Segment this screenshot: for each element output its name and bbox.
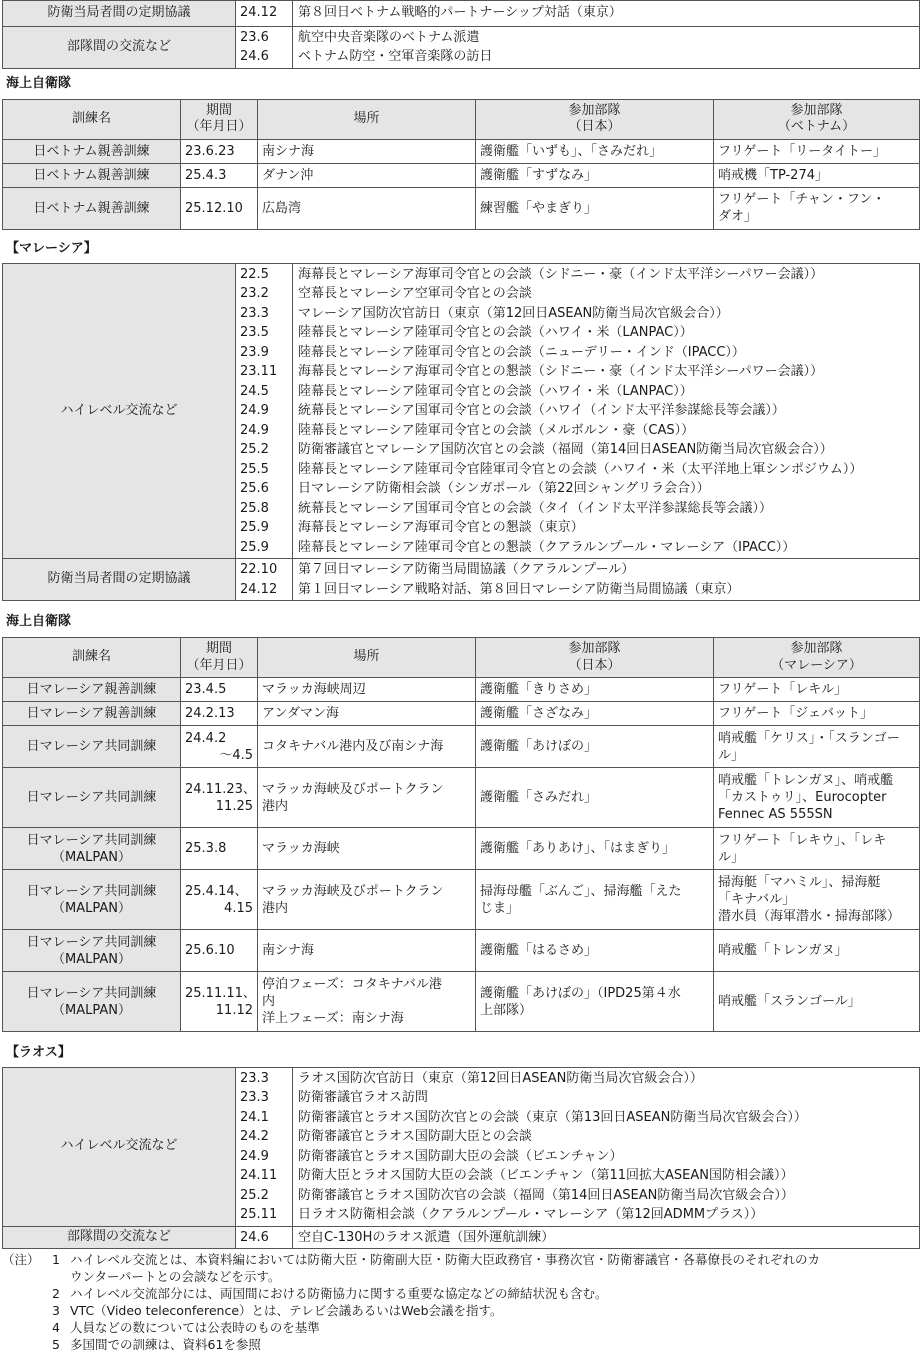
place-text: マラッカ海峡及びポートクラン — [262, 781, 444, 797]
training-name-text: 日マレーシア共同訓練 — [26, 883, 157, 899]
date-text: 23.11 — [240, 364, 278, 380]
note-number: 1 — [52, 1252, 60, 1268]
item-text: 陸幕長とマレーシア陸軍司令官との会談（ハワイ・米（LANPAC）） — [298, 325, 693, 341]
table-row — [3, 972, 920, 1032]
table-row — [3, 139, 920, 163]
period-cell — [181, 768, 258, 828]
item-text: 陸幕長とマレーシア陸軍司令官との懇談（クアラルンプール・マレーシア（IPACC）） — [298, 539, 796, 555]
training-name-cell — [3, 187, 181, 229]
period-text: 24.4.2 — [185, 730, 227, 746]
section-heading-msdf: 海上自衛隊 — [6, 614, 72, 630]
partner-unit-cell — [714, 678, 920, 702]
item-text: 空幕長とマレーシア空軍司令官との会談 — [298, 286, 532, 302]
date-text: 23.3 — [240, 1070, 269, 1086]
japan-unit-text: 護衛艦「いずも」、「さみだれ」 — [480, 143, 663, 159]
note-line: ウンターパートとの会談などを示す。 — [70, 1269, 281, 1285]
note-text — [70, 1320, 920, 1337]
date-text: 25.9 — [240, 520, 269, 536]
date-text: 23.5 — [240, 325, 269, 341]
note-line: ハイレベル交流部分には、両国間における防衛協力に関する重要な協定などの締結状況も含む。 — [70, 1286, 608, 1302]
date-text: 24.11 — [240, 1168, 278, 1184]
partner-unit-cell — [714, 163, 920, 187]
period-cell — [181, 139, 258, 163]
note-item — [2, 1252, 920, 1286]
item-text: 第８回日ベトナム戦略的パートナーシップ対話（東京） — [298, 5, 622, 21]
date-text: 24.9 — [240, 422, 269, 438]
table-row — [3, 828, 920, 870]
japan-unit-text: 護衛艦「すずなみ」 — [480, 167, 598, 183]
japan-unit-cell — [476, 163, 714, 187]
item-text: 海幕長とマレーシア海軍司令官との懇談（東京） — [298, 520, 584, 536]
table-row — [3, 187, 920, 229]
japan-unit-text: 護衛艦「さみだれ」 — [480, 790, 598, 806]
date-text: 25.2 — [240, 1187, 269, 1203]
japan-unit-text: 護衛艦「ありあけ」、「はまぎり」 — [480, 841, 676, 857]
table-row — [3, 163, 920, 187]
place-text: 港内 — [262, 798, 289, 814]
note-label — [2, 1303, 42, 1320]
training-name-text: 日マレーシア親善訓練 — [26, 706, 157, 722]
note-item — [2, 1337, 920, 1354]
japan-unit-text: 護衛艦「あけぼの」 — [480, 739, 598, 755]
partner-unit-text: ル」 — [718, 849, 745, 865]
partner-unit-text: 「カストゥリ」、Eurocopter — [718, 790, 887, 806]
date-text: 24.1 — [240, 1109, 269, 1125]
laos-exchange-table — [2, 1067, 920, 1250]
place-cell — [258, 187, 476, 229]
japan-unit-cell — [476, 702, 714, 726]
partner-unit-text: Fennec AS 555SN — [718, 807, 833, 823]
date-text: 24.12 — [240, 5, 278, 21]
vietnam-training-table — [2, 99, 920, 230]
note-text — [70, 1303, 920, 1320]
place-text: アンダマン海 — [262, 706, 339, 722]
table-row — [3, 1067, 920, 1226]
japan-unit-cell — [476, 930, 714, 972]
training-name-text: 日マレーシア親善訓練 — [26, 682, 157, 698]
section-heading-msdf: 海上自衛隊 — [6, 76, 72, 91]
date-cell — [236, 1226, 293, 1249]
place-text: 洋上フェーズ：南シナ海 — [262, 1011, 404, 1027]
place-text: 停泊フェーズ：コタキナバル港 — [262, 977, 442, 993]
item-text: 第１回日マレーシア戦略対話、第８回日マレーシア防衛当局間協議（東京） — [298, 581, 740, 597]
period-text: 23.4.5 — [185, 682, 227, 698]
partner-unit-text: ダオ」 — [718, 209, 758, 225]
training-name-cell — [3, 972, 181, 1032]
item-text: 日マレーシア防衛相会談（シンガポール（第22回シャングリラ会合）） — [298, 481, 710, 497]
period-cell — [181, 972, 258, 1032]
partner-unit-cell — [714, 972, 920, 1032]
category-cell: 防衛当局者間の定期協議 — [3, 559, 236, 601]
date-text: 23.2 — [240, 286, 269, 302]
note-line: 人員などの数については公表時のものを基準 — [70, 1319, 320, 1335]
place-text: ダナン沖 — [262, 167, 314, 183]
period-text: 25.12.10 — [185, 200, 243, 216]
period-cell — [181, 726, 258, 768]
item-text: 陸幕長とマレーシア陸軍司令官との会談（ニューデリー・インド（IPACC）） — [298, 344, 745, 360]
vietnam-exchange-table — [2, 0, 920, 69]
partner-unit-text: 掃海艇「マハミル」、掃海艇 — [718, 875, 881, 891]
training-name-text: （MALPAN） — [52, 951, 131, 967]
place-cell — [258, 972, 476, 1032]
date-cell — [236, 1067, 293, 1226]
training-name-text: （MALPAN） — [52, 849, 131, 865]
partner-unit-text: 哨戒艦「ケリス」・「スランゴー — [718, 730, 900, 746]
category-cell: 防衛当局者間の定期協議 — [3, 1, 236, 27]
item-text: 統幕長とマレーシア国軍司令官との会談（ハワイ（インド太平洋参謀総長等会議）） — [298, 403, 785, 419]
partner-unit-text: 潜水員（海軍潜水・掃海部隊） — [718, 909, 901, 925]
note-text — [70, 1252, 920, 1286]
date-text: 25.2 — [240, 442, 269, 458]
partner-unit-text: フリゲート「レキウ」、「レキ — [718, 832, 887, 848]
header-partner: 参加部隊 （マレーシア） — [714, 638, 920, 678]
training-name-text: 日マレーシア共同訓練 — [26, 739, 157, 755]
date-text: 25.11 — [240, 1207, 278, 1223]
partner-unit-text: 「キナバル」 — [718, 892, 796, 908]
date-cell — [236, 1, 293, 27]
partner-unit-text: フリゲート「レキル」 — [718, 682, 848, 698]
item-cell — [293, 1, 920, 27]
note-number: 3 — [52, 1303, 60, 1318]
place-text: 広島湾 — [262, 200, 302, 216]
table-row — [3, 27, 920, 69]
date-text: 22.5 — [240, 266, 269, 282]
date-text: 23.6 — [240, 29, 269, 45]
date-cell — [236, 559, 293, 601]
item-text: 防衛大臣とラオス国防大臣の会談（ビエンチャン（第11回拡大ASEAN国防相会議）） — [298, 1168, 794, 1184]
japan-unit-cell — [476, 828, 714, 870]
item-text: 陸幕長とマレーシア陸軍司令官との会談（ハワイ・米（LANPAC）） — [298, 383, 693, 399]
place-text: マラッカ海峡周辺 — [262, 682, 366, 698]
training-name-cell — [3, 163, 181, 187]
period-text: 25.11.11、 — [185, 985, 256, 1001]
note-number: 4 — [52, 1319, 60, 1335]
table-row — [3, 930, 920, 972]
item-text: ラオス国防次官訪日（東京（第12回日ASEAN防衛当局次官級会合）） — [298, 1070, 703, 1086]
place-cell — [258, 828, 476, 870]
note-text — [70, 1337, 920, 1354]
place-cell — [258, 139, 476, 163]
place-text: マラッカ海峡 — [262, 841, 340, 857]
japan-unit-text: 護衛艦「あけぼの」（IPD25第４水 — [480, 985, 681, 1001]
training-name-text: 日マレーシア共同訓練 — [26, 832, 157, 848]
date-text: 24.12 — [240, 581, 278, 597]
item-text: 防衛審議官ラオス訪問 — [298, 1090, 428, 1106]
item-cell — [293, 263, 920, 559]
partner-unit-cell — [714, 702, 920, 726]
region-heading-laos: 【ラオス】 — [6, 1045, 71, 1061]
item-text: ベトナム防空・空軍音楽隊の訪日 — [298, 48, 493, 64]
table-row — [3, 263, 920, 559]
partner-unit-text: ル」 — [718, 747, 745, 763]
table-header-row — [3, 638, 920, 678]
note-label — [2, 1286, 42, 1303]
date-text: 24.9 — [240, 403, 269, 419]
partner-unit-cell — [714, 768, 920, 828]
header-japan: 参加部隊 （日本） — [476, 99, 714, 139]
training-name-text: （MALPAN） — [52, 900, 131, 916]
date-text: 24.9 — [240, 1148, 269, 1164]
japan-unit-text: 練習艦「やまぎり」 — [480, 200, 598, 216]
note-item — [2, 1303, 920, 1320]
item-cell — [293, 27, 920, 69]
japan-unit-text: 掃海母艦「ぶんご」、掃海艦「えた — [480, 883, 682, 899]
japan-unit-text: 護衛艦「はるさめ」 — [480, 943, 598, 959]
item-text: 防衛審議官とマレーシア国防次官との会談（福岡（第14回日ASEAN防衛当局次官級会合）） — [298, 442, 833, 458]
table-row — [3, 726, 920, 768]
note-line: 多国間での訓練は、資料61を参照 — [70, 1336, 261, 1352]
period-text: 24.11.23、 — [185, 781, 256, 797]
header-partner: 参加部隊 （ベトナム） — [714, 99, 920, 139]
item-text: 防衛審議官とラオス国防副大臣の会談（ビエンチャン） — [298, 1148, 623, 1164]
item-text: 空自C-130Hのラオス派遣（国外運航訓練） — [298, 1229, 555, 1245]
japan-unit-cell — [476, 678, 714, 702]
japan-unit-cell — [476, 139, 714, 163]
training-name-text: 日マレーシア共同訓練 — [26, 934, 157, 950]
period-cell — [181, 930, 258, 972]
item-text: 陸幕長とマレーシア陸軍司令官陸軍司令官との会談（ハワイ・米（太平洋地上軍シンポジウム）） — [298, 461, 863, 477]
partner-unit-cell — [714, 930, 920, 972]
malaysia-training-table — [2, 637, 920, 1032]
table-row — [3, 559, 920, 601]
training-name-text: 日ベトナム親善訓練 — [33, 167, 150, 183]
japan-unit-cell — [476, 870, 714, 930]
table-row — [3, 1, 920, 27]
header-period: 期間 （年月日） — [181, 638, 258, 678]
date-text: 24.6 — [240, 1229, 269, 1245]
note-label: （注） — [2, 1252, 40, 1268]
partner-unit-cell — [714, 139, 920, 163]
partner-unit-text: 哨戒艦「スランゴール」 — [718, 994, 861, 1010]
header-period: 期間 （年月日） — [181, 99, 258, 139]
date-text: 25.5 — [240, 461, 269, 477]
training-name-text: 日マレーシア共同訓練 — [26, 985, 157, 1001]
date-text: 23.9 — [240, 344, 269, 360]
place-text: 南シナ海 — [262, 943, 315, 959]
training-name-cell — [3, 930, 181, 972]
training-name-text: 日マレーシア共同訓練 — [26, 790, 157, 806]
date-text: 23.3 — [240, 1090, 269, 1106]
item-text: 防衛審議官とラオス国防副大臣との会談 — [298, 1129, 532, 1145]
item-text: 陸幕長とマレーシア陸軍司令官との会談（メルボルン・豪（CAS）） — [298, 422, 695, 438]
training-name-text: （MALPAN） — [52, 1002, 131, 1018]
period-text: 25.3.8 — [185, 841, 227, 857]
period-text: 〜4.5 — [219, 747, 253, 763]
item-text: 航空中央音楽隊のベトナム派遣 — [298, 29, 480, 45]
japan-unit-text: じま」 — [480, 900, 520, 916]
item-text: 海幕長とマレーシア海軍司令官との懇談（シドニー・豪（インド太平洋シーパワー会議）） — [298, 364, 824, 380]
training-name-cell — [3, 678, 181, 702]
category-cell: 部隊間の交流など — [3, 27, 236, 69]
period-cell — [181, 828, 258, 870]
partner-unit-text: 哨戒艦「トレンガヌ」、哨戒艦 — [718, 773, 894, 789]
date-text: 25.8 — [240, 500, 269, 516]
item-text: 防衛審議官とラオス国防次官の会談（福岡（第14回日ASEAN防衛当局次官級会合）） — [298, 1187, 794, 1203]
note-number: 5 — [52, 1336, 60, 1352]
header-place: 場所 — [258, 99, 476, 139]
training-name-cell — [3, 768, 181, 828]
date-cell — [236, 263, 293, 559]
training-name-cell — [3, 726, 181, 768]
partner-unit-text: フリゲート「ジェバット」 — [718, 706, 873, 722]
table-row — [3, 870, 920, 930]
place-cell — [258, 163, 476, 187]
item-text: 海幕長とマレーシア海軍司令官との会談（シドニー・豪（インド太平洋シーパワー会議）） — [298, 266, 824, 282]
period-cell — [181, 163, 258, 187]
japan-unit-text: 上部隊） — [480, 1002, 533, 1018]
period-text: 11.25 — [215, 798, 253, 814]
partner-unit-cell — [714, 828, 920, 870]
period-text: 23.6.23 — [185, 143, 235, 159]
date-cell — [236, 27, 293, 69]
place-text: コタキナバル港内及び南シナ海 — [262, 739, 444, 755]
partner-unit-text: フリゲート「チャン・フン・ — [718, 192, 886, 208]
partner-unit-text: 哨戒艦「トレンガヌ」 — [718, 943, 848, 959]
table-header-row — [3, 99, 920, 139]
table-row — [3, 678, 920, 702]
place-cell — [258, 768, 476, 828]
item-cell — [293, 1067, 920, 1226]
period-cell — [181, 678, 258, 702]
note-item — [2, 1286, 920, 1303]
item-cell — [293, 1226, 920, 1249]
japan-unit-text: 護衛艦「さざなみ」 — [480, 706, 598, 722]
period-text: 11.12 — [215, 1002, 253, 1018]
place-cell — [258, 930, 476, 972]
japan-unit-cell — [476, 187, 714, 229]
category-cell: ハイレベル交流など — [3, 1067, 236, 1226]
place-cell — [258, 678, 476, 702]
partner-unit-cell — [714, 187, 920, 229]
item-cell — [293, 559, 920, 601]
table-row — [3, 702, 920, 726]
category-cell: 部隊間の交流など — [3, 1226, 236, 1249]
training-name-text: 日ベトナム親善訓練 — [33, 143, 150, 159]
header-name: 訓練名 — [3, 99, 181, 139]
item-text: 統幕長とマレーシア国軍司令官との会談（タイ（インド太平洋参謀総長等会議）） — [298, 500, 772, 516]
item-text: 第７回日マレーシア防衛当局間協議（クアラルンプール） — [298, 562, 635, 578]
period-text: 25.6.10 — [185, 943, 235, 959]
item-text: マレーシア国防次官訪日（東京（第12回日ASEAN防衛当局次官級会合）） — [298, 305, 729, 321]
note-line: ハイレベル交流とは、本資料編においては防衛大臣・防衛副大臣・防衛大臣政務官・事務次官・防衛審議官・各幕僚長のそれぞれのカ — [70, 1252, 821, 1268]
place-cell — [258, 702, 476, 726]
note-label — [2, 1320, 42, 1337]
item-text: 防衛審議官とラオス国防次官との会談（東京（第13回日ASEAN防衛当局次官級会合）） — [298, 1109, 807, 1125]
partner-unit-cell — [714, 726, 920, 768]
notes-section — [2, 1252, 920, 1353]
date-text: 23.3 — [240, 305, 269, 321]
table-row — [3, 768, 920, 828]
note-item — [2, 1320, 920, 1337]
header-japan: 参加部隊 （日本） — [476, 638, 714, 678]
header-name: 訓練名 — [3, 638, 181, 678]
table-row — [3, 1226, 920, 1249]
item-text: 日ラオス防衛相会談（クアラルンプール・マレーシア（第12回ADMMプラス）） — [298, 1207, 764, 1223]
place-cell — [258, 870, 476, 930]
date-text: 24.2 — [240, 1129, 269, 1145]
note-text — [70, 1286, 920, 1303]
place-cell — [258, 726, 476, 768]
japan-unit-cell — [476, 768, 714, 828]
place-text: 港内 — [262, 900, 289, 916]
malaysia-exchange-table — [2, 263, 920, 602]
training-name-cell — [3, 702, 181, 726]
note-line: VTC（Video teleconference）とは、テレビ会議あるいはWeb会議を指す。 — [70, 1303, 503, 1318]
category-cell: ハイレベル交流など — [3, 263, 236, 559]
date-text: 25.6 — [240, 481, 269, 497]
partner-unit-text: 哨戒機「TP-274」 — [718, 167, 828, 183]
japan-unit-text: 護衛艦「きりさめ」 — [480, 682, 598, 698]
period-text: 4.15 — [224, 900, 253, 916]
date-text: 24.6 — [240, 48, 269, 64]
place-text: マラッカ海峡及びポートクラン — [262, 883, 444, 899]
region-heading-malaysia: 【マレーシア】 — [6, 240, 97, 256]
note-number: 2 — [52, 1286, 60, 1302]
partner-unit-cell — [714, 870, 920, 930]
partner-unit-text: フリゲート「リータイトー」 — [718, 143, 886, 159]
place-text: 内 — [262, 994, 276, 1010]
date-text: 24.5 — [240, 383, 269, 399]
period-cell — [181, 702, 258, 726]
japan-unit-cell — [476, 726, 714, 768]
training-name-text: 日ベトナム親善訓練 — [33, 200, 150, 216]
training-name-cell — [3, 139, 181, 163]
period-text: 24.2.13 — [185, 706, 235, 722]
period-cell — [181, 187, 258, 229]
period-text: 25.4.3 — [185, 167, 227, 183]
place-text: 南シナ海 — [262, 143, 315, 159]
training-name-cell — [3, 870, 181, 930]
date-text: 25.9 — [240, 539, 269, 555]
period-text: 25.4.14、 — [185, 883, 248, 899]
note-label — [2, 1337, 42, 1354]
header-place: 場所 — [258, 638, 476, 678]
training-name-cell — [3, 828, 181, 870]
date-text: 22.10 — [240, 562, 278, 578]
japan-unit-cell — [476, 972, 714, 1032]
period-cell — [181, 870, 258, 930]
